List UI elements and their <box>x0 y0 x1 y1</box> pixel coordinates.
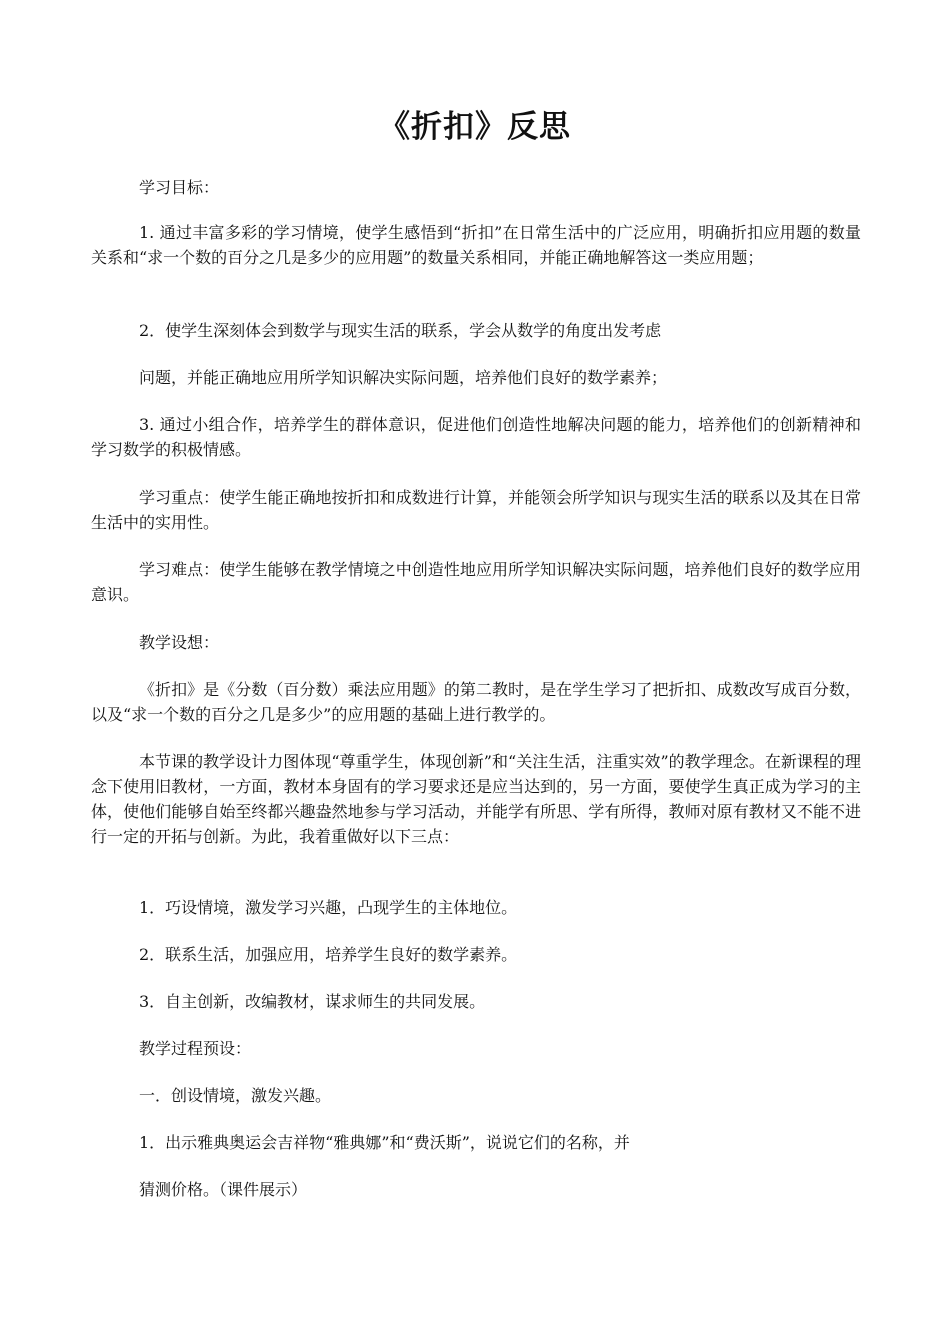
paragraph-process-heading: 教学过程预设： <box>139 1039 252 1058</box>
paragraph-step-1-heading: 一．创设情境，激发兴趣。 <box>139 1086 332 1105</box>
paragraph-difficulties: 学习难点：使学生能够在教学情境之中创造性地应用所学知识解决实际问题，培养他们良好的数学应用意识。 <box>91 560 861 604</box>
paragraph-goal-1: 1. 通过丰富多彩的学习情境，使学生感悟到“折扣”在日常生活中的广泛应用，明确折扣应用题的数量关系和“求一个数的百分之几是多少的应用题”的数量关系相同，并能正确地解答这一类应用题； <box>91 223 861 267</box>
paragraph-goal-3: 3. 通过小组合作，培养学生的群体意识，促进他们创造性地解决问题的能力，培养他们的创新精神和学习数学的积极情感。 <box>91 415 861 459</box>
paragraph-step-1-item-line-1: 1．出示雅典奥运会吉祥物“雅典娜”和“费沃斯”，说说它们的名称，并 <box>139 1133 630 1152</box>
paragraph-teaching-ideas-intro: 《折扣》是《分数（百分数）乘法应用题》的第二教时，是在学生学习了把折扣、成数改写成百分数，以及“求一个数的百分之几是多少”的应用题的基础上进行教学的。 <box>91 680 861 724</box>
paragraph-teaching-ideas-heading: 教学设想： <box>139 633 220 652</box>
paragraph-goal-2-line-2: 问题，并能正确地应用所学知识解决实际问题，培养他们良好的数学素养； <box>139 368 668 387</box>
paragraph-point-3: 3．自主创新，改编教材，谋求师生的共同发展。 <box>139 992 486 1011</box>
paragraph-key-points: 学习重点：使学生能正确地按折扣和成数进行计算，并能领会所学知识与现实生活的联系以及其在日常生活中的实用性。 <box>91 488 861 532</box>
paragraph-learning-goals-heading: 学习目标： <box>139 178 220 197</box>
paragraph-design-concept: 本节课的教学设计力图体现“尊重学生，体现创新”和“关注生活，注重实效”的教学理念。在新课程的理念下使用旧教材，一方面，教材本身固有的学习要求还是应当达到的，另一方面，要使学生真正成为学习的主体，使他们能够自始至终都兴趣盎然地参与学习活动，并能学有所思、学有所得，教师对原有教材又不能不进行一定的开拓与创新。为此，我着重做好以下三点： <box>91 752 861 846</box>
paragraph-point-2: 2．联系生活，加强应用，培养学生良好的数学素养。 <box>139 945 518 964</box>
paragraph-point-1: 1．巧设情境，激发学习兴趣，凸现学生的主体地位。 <box>139 898 518 917</box>
paragraph-step-1-item-line-2: 猜测价格。（课件展示） <box>139 1180 308 1199</box>
paragraph-goal-2-line-1: 2．使学生深刻体会到数学与现实生活的联系，学会从数学的角度出发考虑 <box>139 321 662 340</box>
document-title: 《折扣》反思 <box>379 109 571 145</box>
